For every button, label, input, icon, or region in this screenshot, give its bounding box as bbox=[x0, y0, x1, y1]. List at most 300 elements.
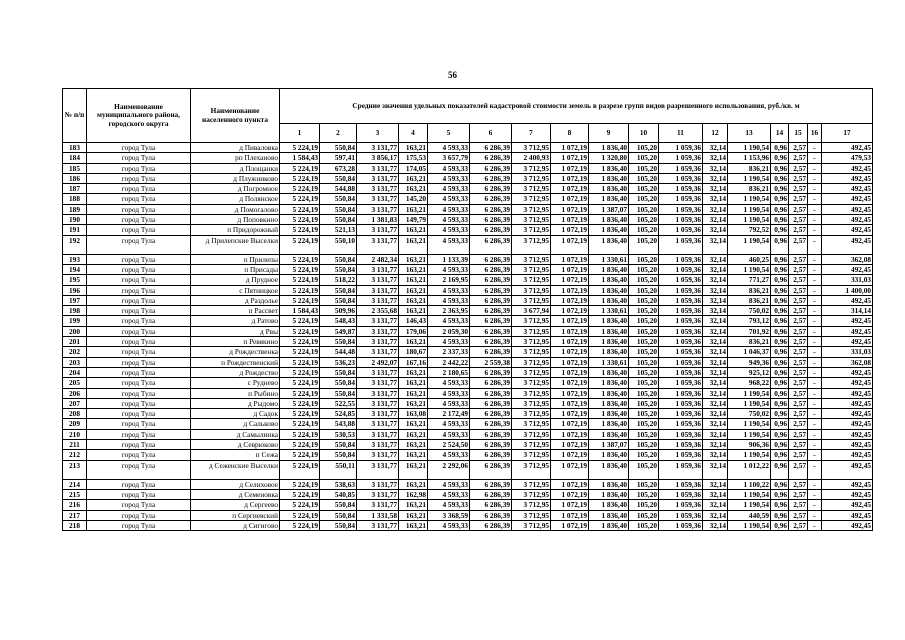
value-cell-col-16: - bbox=[808, 500, 822, 510]
value-cell-col-10: 105,20 bbox=[629, 460, 659, 479]
locality-cell: д Садок bbox=[191, 409, 280, 419]
value-cell-col-11: 1 059,36 bbox=[659, 489, 703, 499]
district-cell: город Тула bbox=[87, 184, 191, 194]
value-cell-col-15: 2,57 bbox=[789, 235, 808, 254]
value-cell-col-2: 548,43 bbox=[320, 316, 357, 326]
value-cell-col-3: 2 355,68 bbox=[357, 306, 399, 316]
value-cell-col-6: 6 286,39 bbox=[470, 347, 512, 357]
value-cell-col-6: 6 286,39 bbox=[470, 520, 512, 530]
value-cell-col-11: 1 059,36 bbox=[659, 306, 703, 316]
value-cell-col-10: 105,20 bbox=[629, 306, 659, 316]
row-number: 193 bbox=[63, 254, 87, 264]
value-cell-col-3: 3 131,77 bbox=[357, 450, 399, 460]
value-cell-col-4: 163,21 bbox=[399, 419, 428, 429]
value-cell-col-4: 167,16 bbox=[399, 357, 428, 367]
value-cell-col-16: - bbox=[808, 337, 822, 347]
value-cell-col-12: 32,14 bbox=[703, 163, 728, 173]
value-cell-col-2: 550,84 bbox=[320, 204, 357, 214]
value-cell-col-8: 1 072,19 bbox=[551, 215, 589, 225]
row-number: 217 bbox=[63, 510, 87, 520]
value-cell-col-6: 6 286,39 bbox=[470, 173, 512, 183]
value-cell-col-8: 1 072,19 bbox=[551, 367, 589, 377]
value-cell-col-15: 2,57 bbox=[789, 388, 808, 398]
value-cell-col-12: 32,14 bbox=[703, 306, 728, 316]
locality-cell: рп Плеханово bbox=[191, 153, 280, 163]
value-cell-col-11: 1 059,36 bbox=[659, 215, 703, 225]
header-col-11: 11 bbox=[659, 124, 703, 143]
value-cell-col-15: 2,57 bbox=[789, 254, 808, 264]
table-row bbox=[63, 378, 873, 388]
district-cell: город Тула bbox=[87, 295, 191, 305]
value-cell-col-9: 1 836,40 bbox=[589, 460, 629, 479]
district-cell: город Тула bbox=[87, 337, 191, 347]
value-cell-col-15: 2,57 bbox=[789, 316, 808, 326]
value-cell-col-3: 3 131,77 bbox=[357, 337, 399, 347]
value-cell-col-10: 105,20 bbox=[629, 163, 659, 173]
value-cell-col-8: 1 072,19 bbox=[551, 235, 589, 254]
value-cell-col-6: 6 286,39 bbox=[470, 225, 512, 235]
value-cell-col-1: 5 224,19 bbox=[280, 143, 320, 153]
row-number: 206 bbox=[63, 388, 87, 398]
locality-cell: с Пятницкое bbox=[191, 285, 280, 295]
value-cell-col-10: 105,20 bbox=[629, 429, 659, 439]
value-cell-col-5: 1 133,39 bbox=[428, 254, 470, 264]
district-cell: город Тула bbox=[87, 489, 191, 499]
value-cell-col-2: 550,84 bbox=[320, 143, 357, 153]
value-cell-col-9: 1 836,40 bbox=[589, 285, 629, 295]
row-number: 207 bbox=[63, 398, 87, 408]
value-cell-col-5: 4 593,33 bbox=[428, 264, 470, 274]
value-cell-col-9: 1 836,40 bbox=[589, 225, 629, 235]
table-row bbox=[63, 440, 873, 450]
table-row bbox=[63, 489, 873, 499]
value-cell-col-1: 5 224,19 bbox=[280, 184, 320, 194]
value-cell-col-12: 32,14 bbox=[703, 254, 728, 264]
locality-cell: п Прилепы bbox=[191, 254, 280, 264]
value-cell-col-3: 3 131,77 bbox=[357, 264, 399, 274]
value-cell-col-11: 1 059,36 bbox=[659, 326, 703, 336]
district-cell: город Тула bbox=[87, 419, 191, 429]
value-cell-col-15: 2,57 bbox=[789, 479, 808, 489]
value-cell-col-8: 1 072,19 bbox=[551, 153, 589, 163]
value-cell-col-10: 105,20 bbox=[629, 225, 659, 235]
value-cell-col-17: 492,45 bbox=[822, 173, 873, 183]
value-cell-col-11: 1 059,36 bbox=[659, 357, 703, 367]
locality-cell: п Рыбино bbox=[191, 388, 280, 398]
value-cell-col-5: 2 524,50 bbox=[428, 440, 470, 450]
value-cell-col-14: 0,96 bbox=[771, 388, 789, 398]
value-cell-col-11: 1 059,36 bbox=[659, 409, 703, 419]
row-number: 215 bbox=[63, 489, 87, 499]
value-cell-col-7: 3 712,95 bbox=[512, 285, 551, 295]
value-cell-col-10: 105,20 bbox=[629, 235, 659, 254]
value-cell-col-16: - bbox=[808, 460, 822, 479]
value-cell-col-6: 6 286,39 bbox=[470, 285, 512, 295]
district-cell: город Тула bbox=[87, 326, 191, 336]
value-cell-col-2: 550,84 bbox=[320, 510, 357, 520]
value-cell-col-9: 1 836,40 bbox=[589, 378, 629, 388]
value-cell-col-2: 544,88 bbox=[320, 184, 357, 194]
value-cell-col-4: 163,21 bbox=[399, 143, 428, 153]
value-cell-col-16: - bbox=[808, 264, 822, 274]
value-cell-col-7: 3 712,95 bbox=[512, 295, 551, 305]
value-cell-col-3: 3 131,77 bbox=[357, 316, 399, 326]
value-cell-col-6: 6 286,39 bbox=[470, 419, 512, 429]
value-cell-col-14: 0,96 bbox=[771, 510, 789, 520]
value-cell-col-9: 1 836,40 bbox=[589, 194, 629, 204]
value-cell-col-5: 4 593,33 bbox=[428, 419, 470, 429]
value-cell-col-15: 2,57 bbox=[789, 153, 808, 163]
value-cell-col-10: 105,20 bbox=[629, 215, 659, 225]
value-cell-col-1: 5 224,19 bbox=[280, 264, 320, 274]
value-cell-col-16: - bbox=[808, 440, 822, 450]
value-cell-col-4: 163,21 bbox=[399, 388, 428, 398]
value-cell-col-7: 3 712,95 bbox=[512, 510, 551, 520]
value-cell-col-2: 522,55 bbox=[320, 398, 357, 408]
value-cell-col-13: 793,12 bbox=[728, 316, 771, 326]
table-row bbox=[63, 337, 873, 347]
header-col-14: 14 bbox=[771, 124, 789, 143]
value-cell-col-13: 1 100,22 bbox=[728, 479, 771, 489]
value-cell-col-7: 3 712,95 bbox=[512, 337, 551, 347]
header-col-10: 10 bbox=[629, 124, 659, 143]
value-cell-col-7: 3 712,95 bbox=[512, 143, 551, 153]
value-cell-col-16: - bbox=[808, 235, 822, 254]
table-row bbox=[63, 264, 873, 274]
value-cell-col-14: 0,96 bbox=[771, 204, 789, 214]
value-cell-col-17: 492,45 bbox=[822, 337, 873, 347]
value-cell-col-12: 32,14 bbox=[703, 479, 728, 489]
value-cell-col-10: 105,20 bbox=[629, 357, 659, 367]
value-cell-col-8: 1 072,19 bbox=[551, 357, 589, 367]
value-cell-col-4: 175,53 bbox=[399, 153, 428, 163]
value-cell-col-15: 2,57 bbox=[789, 285, 808, 295]
value-cell-col-17: 1 400,00 bbox=[822, 285, 873, 295]
value-cell-col-6: 6 286,39 bbox=[470, 378, 512, 388]
value-cell-col-10: 105,20 bbox=[629, 500, 659, 510]
value-cell-col-9: 1 836,40 bbox=[589, 264, 629, 274]
value-cell-col-13: 1 190,54 bbox=[728, 215, 771, 225]
value-cell-col-7: 3 712,95 bbox=[512, 357, 551, 367]
value-cell-col-13: 906,36 bbox=[728, 440, 771, 450]
value-cell-col-8: 1 072,19 bbox=[551, 143, 589, 153]
value-cell-col-17: 492,45 bbox=[822, 440, 873, 450]
value-cell-col-16: - bbox=[808, 398, 822, 408]
value-cell-col-7: 3 712,95 bbox=[512, 489, 551, 499]
value-cell-col-4: 163,21 bbox=[399, 285, 428, 295]
value-cell-col-8: 1 072,19 bbox=[551, 225, 589, 235]
value-cell-col-5: 4 593,33 bbox=[428, 143, 470, 153]
row-number: 194 bbox=[63, 264, 87, 274]
value-cell-col-15: 2,57 bbox=[789, 173, 808, 183]
value-cell-col-2: 550,10 bbox=[320, 235, 357, 254]
value-cell-col-7: 3 712,95 bbox=[512, 184, 551, 194]
header-col-4: 4 bbox=[399, 124, 428, 143]
value-cell-col-15: 2,57 bbox=[789, 194, 808, 204]
value-cell-col-11: 1 059,36 bbox=[659, 254, 703, 264]
row-number: 190 bbox=[63, 215, 87, 225]
value-cell-col-8: 1 072,19 bbox=[551, 254, 589, 264]
row-number: 202 bbox=[63, 347, 87, 357]
value-cell-col-15: 2,57 bbox=[789, 357, 808, 367]
value-cell-col-10: 105,20 bbox=[629, 194, 659, 204]
value-cell-col-6: 6 286,39 bbox=[470, 367, 512, 377]
value-cell-col-10: 105,20 bbox=[629, 409, 659, 419]
row-number: 195 bbox=[63, 275, 87, 285]
value-cell-col-4: 163,21 bbox=[399, 204, 428, 214]
value-cell-col-17: 362,08 bbox=[822, 254, 873, 264]
value-cell-col-9: 1 836,40 bbox=[589, 326, 629, 336]
value-cell-col-2: 550,84 bbox=[320, 173, 357, 183]
value-cell-col-14: 0,96 bbox=[771, 440, 789, 450]
locality-cell: д Самылинка bbox=[191, 429, 280, 439]
value-cell-col-13: 1 190,54 bbox=[728, 194, 771, 204]
value-cell-col-5: 2 337,33 bbox=[428, 347, 470, 357]
value-cell-col-3: 3 131,77 bbox=[357, 460, 399, 479]
header-locality: Наименование населенного пункта bbox=[191, 89, 280, 143]
value-cell-col-11: 1 059,36 bbox=[659, 285, 703, 295]
value-cell-col-5: 2 442,22 bbox=[428, 357, 470, 367]
value-cell-col-15: 2,57 bbox=[789, 326, 808, 336]
value-cell-col-4: 163,21 bbox=[399, 479, 428, 489]
value-cell-col-16: - bbox=[808, 153, 822, 163]
value-cell-col-17: 492,45 bbox=[822, 398, 873, 408]
value-cell-col-8: 1 072,19 bbox=[551, 450, 589, 460]
value-cell-col-6: 6 286,39 bbox=[470, 489, 512, 499]
value-cell-col-9: 1 330,61 bbox=[589, 254, 629, 264]
value-cell-col-11: 1 059,36 bbox=[659, 450, 703, 460]
value-cell-col-4: 163,21 bbox=[399, 460, 428, 479]
value-cell-col-10: 105,20 bbox=[629, 254, 659, 264]
value-cell-col-2: 550,84 bbox=[320, 367, 357, 377]
value-cell-col-13: 1 190,54 bbox=[728, 520, 771, 530]
value-cell-col-3: 3 131,77 bbox=[357, 520, 399, 530]
table-row bbox=[63, 316, 873, 326]
value-cell-col-3: 3 131,77 bbox=[357, 184, 399, 194]
value-cell-col-7: 3 712,95 bbox=[512, 440, 551, 450]
district-cell: город Тула bbox=[87, 153, 191, 163]
value-cell-col-2: 509,96 bbox=[320, 306, 357, 316]
table-row bbox=[63, 306, 873, 316]
value-cell-col-2: 550,84 bbox=[320, 215, 357, 225]
value-cell-col-10: 105,20 bbox=[629, 520, 659, 530]
value-cell-col-11: 1 059,36 bbox=[659, 173, 703, 183]
value-cell-col-3: 3 131,77 bbox=[357, 163, 399, 173]
table-row bbox=[63, 326, 873, 336]
value-cell-col-12: 32,14 bbox=[703, 184, 728, 194]
cadastral-value-table bbox=[62, 88, 873, 531]
value-cell-col-6: 6 286,39 bbox=[470, 275, 512, 285]
value-cell-col-15: 2,57 bbox=[789, 264, 808, 274]
table-row bbox=[63, 398, 873, 408]
district-cell: город Тула bbox=[87, 388, 191, 398]
value-cell-col-12: 32,14 bbox=[703, 398, 728, 408]
value-cell-col-1: 1 584,43 bbox=[280, 306, 320, 316]
value-cell-col-10: 105,20 bbox=[629, 285, 659, 295]
value-cell-col-1: 5 224,19 bbox=[280, 295, 320, 305]
value-cell-col-12: 32,14 bbox=[703, 143, 728, 153]
value-cell-col-9: 1 836,40 bbox=[589, 398, 629, 408]
value-cell-col-5: 2 059,30 bbox=[428, 326, 470, 336]
value-cell-col-13: 925,12 bbox=[728, 367, 771, 377]
value-cell-col-12: 32,14 bbox=[703, 419, 728, 429]
value-cell-col-12: 32,14 bbox=[703, 295, 728, 305]
locality-cell: д Сигигово bbox=[191, 520, 280, 530]
value-cell-col-2: 550,84 bbox=[320, 295, 357, 305]
locality-cell: д Раздолье bbox=[191, 295, 280, 305]
value-cell-col-13: 750,02 bbox=[728, 409, 771, 419]
value-cell-col-8: 1 072,19 bbox=[551, 204, 589, 214]
table-row bbox=[63, 295, 873, 305]
locality-cell: д Пиваловка bbox=[191, 143, 280, 153]
value-cell-col-5: 2 172,49 bbox=[428, 409, 470, 419]
value-cell-col-12: 32,14 bbox=[703, 235, 728, 254]
value-cell-col-12: 32,14 bbox=[703, 275, 728, 285]
value-cell-col-4: 163,21 bbox=[399, 500, 428, 510]
value-cell-col-6: 6 286,39 bbox=[470, 429, 512, 439]
value-cell-col-12: 32,14 bbox=[703, 440, 728, 450]
value-cell-col-8: 1 072,19 bbox=[551, 184, 589, 194]
table-row bbox=[63, 520, 873, 530]
value-cell-col-12: 32,14 bbox=[703, 357, 728, 367]
value-cell-col-11: 1 059,36 bbox=[659, 419, 703, 429]
value-cell-col-9: 1 836,40 bbox=[589, 520, 629, 530]
value-cell-col-5: 3 368,59 bbox=[428, 510, 470, 520]
value-cell-col-10: 105,20 bbox=[629, 398, 659, 408]
value-cell-col-12: 32,14 bbox=[703, 489, 728, 499]
value-cell-col-7: 3 712,95 bbox=[512, 173, 551, 183]
value-cell-col-13: 1 153,96 bbox=[728, 153, 771, 163]
value-cell-col-5: 2 363,95 bbox=[428, 306, 470, 316]
value-cell-col-11: 1 059,36 bbox=[659, 163, 703, 173]
value-cell-col-5: 2 292,06 bbox=[428, 460, 470, 479]
table-row bbox=[63, 225, 873, 235]
value-cell-col-16: - bbox=[808, 194, 822, 204]
value-cell-col-6: 6 286,39 bbox=[470, 215, 512, 225]
value-cell-col-8: 1 072,19 bbox=[551, 295, 589, 305]
value-cell-col-2: 550,84 bbox=[320, 500, 357, 510]
value-cell-col-13: 968,22 bbox=[728, 378, 771, 388]
value-cell-col-14: 0,96 bbox=[771, 489, 789, 499]
table-row bbox=[63, 143, 873, 153]
value-cell-col-7: 3 712,95 bbox=[512, 500, 551, 510]
value-cell-col-3: 3 131,77 bbox=[357, 204, 399, 214]
value-cell-col-12: 32,14 bbox=[703, 500, 728, 510]
value-cell-col-6: 6 286,39 bbox=[470, 163, 512, 173]
value-cell-col-16: - bbox=[808, 254, 822, 264]
value-cell-col-14: 0,96 bbox=[771, 347, 789, 357]
locality-cell: д Поповкино bbox=[191, 215, 280, 225]
value-cell-col-2: 538,63 bbox=[320, 479, 357, 489]
value-cell-col-10: 105,20 bbox=[629, 153, 659, 163]
header-col-15: 15 bbox=[789, 124, 808, 143]
table-row bbox=[63, 479, 873, 489]
table-row bbox=[63, 204, 873, 214]
value-cell-col-4: 163,21 bbox=[399, 254, 428, 264]
value-cell-col-14: 0,96 bbox=[771, 378, 789, 388]
value-cell-col-5: 4 593,33 bbox=[428, 398, 470, 408]
header-col-6: 6 bbox=[470, 124, 512, 143]
value-cell-col-10: 105,20 bbox=[629, 378, 659, 388]
value-cell-col-5: 4 593,33 bbox=[428, 163, 470, 173]
value-cell-col-4: 163,21 bbox=[399, 429, 428, 439]
table-row bbox=[63, 500, 873, 510]
value-cell-col-15: 2,57 bbox=[789, 500, 808, 510]
value-cell-col-10: 105,20 bbox=[629, 489, 659, 499]
value-cell-col-4: 163,21 bbox=[399, 275, 428, 285]
value-cell-col-11: 1 059,36 bbox=[659, 520, 703, 530]
value-cell-col-16: - bbox=[808, 450, 822, 460]
value-cell-col-10: 105,20 bbox=[629, 204, 659, 214]
value-cell-col-1: 5 224,19 bbox=[280, 450, 320, 460]
value-cell-col-4: 163,21 bbox=[399, 398, 428, 408]
value-cell-col-6: 6 286,39 bbox=[470, 326, 512, 336]
value-cell-col-17: 492,45 bbox=[822, 225, 873, 235]
value-cell-col-14: 0,96 bbox=[771, 398, 789, 408]
locality-cell: д Прилепские Выселки bbox=[191, 235, 280, 254]
value-cell-col-3: 3 131,77 bbox=[357, 235, 399, 254]
value-cell-col-3: 3 856,17 bbox=[357, 153, 399, 163]
value-cell-col-13: 1 190,54 bbox=[728, 500, 771, 510]
value-cell-col-5: 4 593,33 bbox=[428, 489, 470, 499]
value-cell-col-5: 4 593,33 bbox=[428, 184, 470, 194]
value-cell-col-12: 32,14 bbox=[703, 173, 728, 183]
value-cell-col-12: 32,14 bbox=[703, 388, 728, 398]
value-cell-col-3: 1 381,83 bbox=[357, 215, 399, 225]
value-cell-col-13: 836,21 bbox=[728, 163, 771, 173]
locality-cell: д Площанки bbox=[191, 163, 280, 173]
header-col-8: 8 bbox=[551, 124, 589, 143]
district-cell: город Тула bbox=[87, 275, 191, 285]
row-number: 186 bbox=[63, 173, 87, 183]
district-cell: город Тула bbox=[87, 367, 191, 377]
value-cell-col-15: 2,57 bbox=[789, 275, 808, 285]
value-cell-col-12: 32,14 bbox=[703, 460, 728, 479]
value-cell-col-16: - bbox=[808, 143, 822, 153]
value-cell-col-12: 32,14 bbox=[703, 450, 728, 460]
value-cell-col-4: 163,21 bbox=[399, 184, 428, 194]
value-cell-col-8: 1 072,19 bbox=[551, 194, 589, 204]
value-cell-col-6: 6 286,39 bbox=[470, 500, 512, 510]
value-cell-col-15: 2,57 bbox=[789, 429, 808, 439]
value-cell-col-3: 3 131,77 bbox=[357, 388, 399, 398]
value-cell-col-17: 492,45 bbox=[822, 520, 873, 530]
value-cell-col-6: 6 286,39 bbox=[470, 204, 512, 214]
value-cell-col-9: 1 330,61 bbox=[589, 357, 629, 367]
value-cell-col-13: 792,52 bbox=[728, 225, 771, 235]
district-cell: город Тула bbox=[87, 520, 191, 530]
row-number: 184 bbox=[63, 153, 87, 163]
value-cell-col-14: 0,96 bbox=[771, 520, 789, 530]
value-cell-col-11: 1 059,36 bbox=[659, 378, 703, 388]
value-cell-col-16: - bbox=[808, 419, 822, 429]
value-cell-col-4: 163,21 bbox=[399, 367, 428, 377]
value-cell-col-3: 3 131,77 bbox=[357, 419, 399, 429]
value-cell-col-15: 2,57 bbox=[789, 347, 808, 357]
value-cell-col-9: 1 387,07 bbox=[589, 204, 629, 214]
value-cell-col-1: 5 224,19 bbox=[280, 388, 320, 398]
value-cell-col-10: 105,20 bbox=[629, 450, 659, 460]
header-no: № п/п bbox=[63, 89, 87, 143]
value-cell-col-2: 544,48 bbox=[320, 347, 357, 357]
value-cell-col-6: 6 286,39 bbox=[470, 153, 512, 163]
value-cell-col-6: 6 286,39 bbox=[470, 450, 512, 460]
table-row bbox=[63, 450, 873, 460]
value-cell-col-14: 0,96 bbox=[771, 326, 789, 336]
value-cell-col-13: 750,02 bbox=[728, 306, 771, 316]
value-cell-col-11: 1 059,36 bbox=[659, 500, 703, 510]
value-cell-col-16: - bbox=[808, 275, 822, 285]
